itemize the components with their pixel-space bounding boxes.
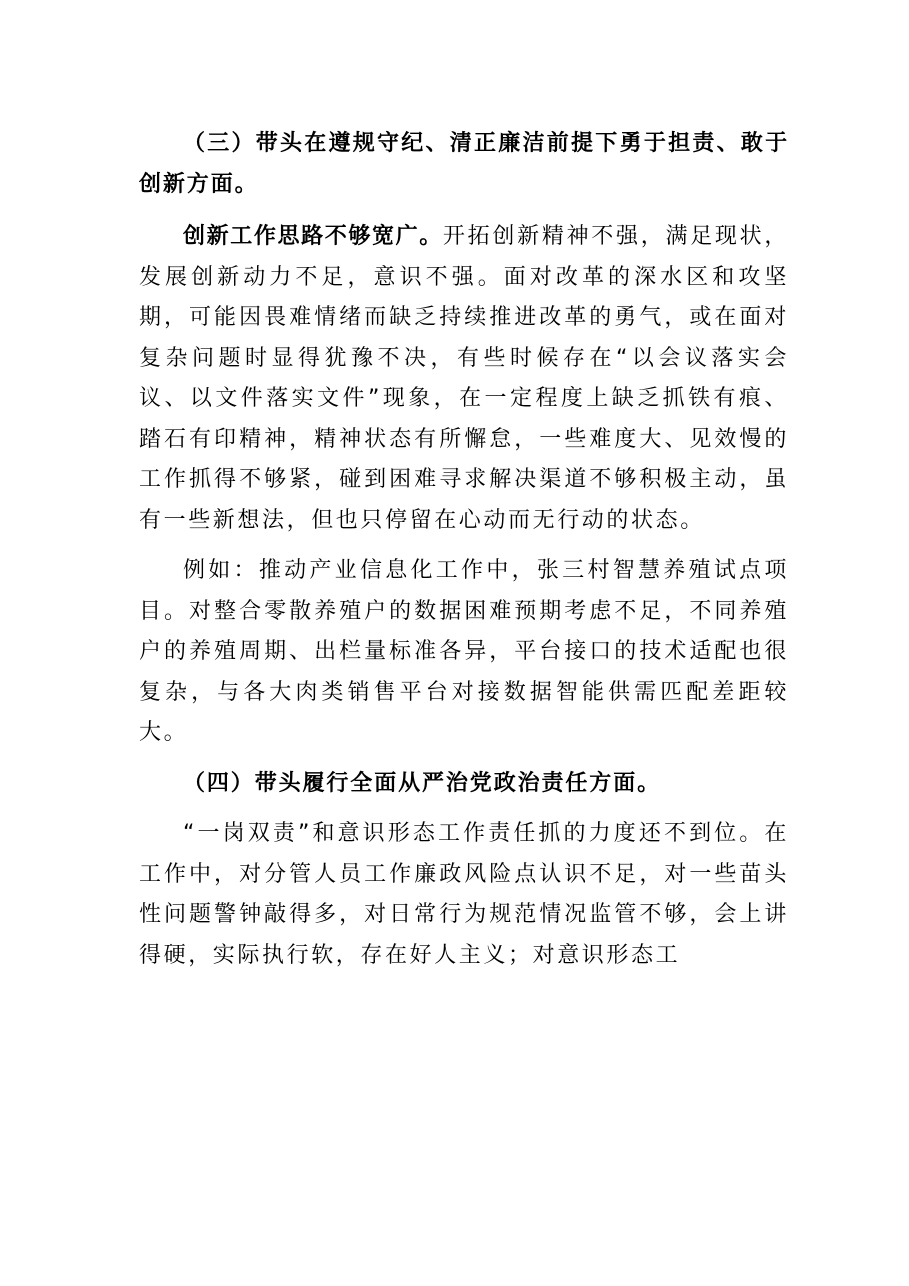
section-heading-4: （四）带头履行全面从严治党政治责任方面。	[183, 770, 662, 796]
paragraph-example: 例如：推动产业信息化工作中，张三村智慧养殖试点项目。对整合零散养殖户的数据困难预期考虑不足，不同养殖户的养殖周期、出栏量标准各异，平台接口的技术适配也很复杂，与各大肉类销售平台对接数据智能供需匹配差距较大。	[139, 558, 789, 745]
document-body	[139, 124, 789, 976]
paragraph-responsibility: “一岗双责”和意识形态工作责任抓的力度还不到位。在工作中，对分管人员工作廉政风险点认识不足，对一些苗头性问题警钟敲得多，对日常行为规范情况监管不够，会上讲得硬，实际执行软，存在好人主义；对意识形态工	[139, 821, 789, 968]
paragraph-body-innovation: 开拓创新精神不强，满足现状，发展创新动力不足，意识不强。面对改革的深水区和攻坚期，可能因畏难情绪而缺乏持续推进改革的勇气，或在面对复杂问题时显得犹豫不决，有些时候存在“以会议落实会议、以文件落实文件”现象，在一定程度上缺乏抓铁有痕、踏石有印精神，精神状态有所懈怠，一些难度大、见效慢的工作抓得不够紧，碰到困难寻求解决渠道不够积极主动，虽有一些新想法，但也只停留在心动而无行动的状态。	[139, 224, 789, 533]
paragraph-lead-innovation: 创新工作思路不够宽广。	[183, 224, 443, 249]
paragraph-innovation	[139, 217, 789, 541]
section-heading-3: （三）带头在遵规守纪、清正廉洁前提下勇于担责、敢于创新方面。	[139, 131, 789, 197]
